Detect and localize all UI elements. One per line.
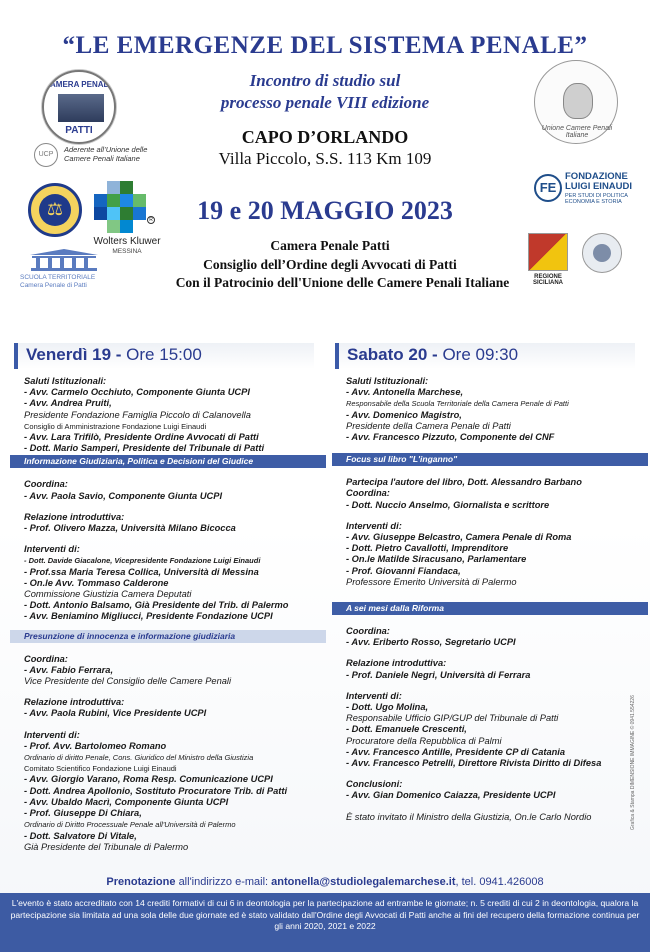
list-item: - Dott. Pietro Cavallotti, Imprenditore [346,543,509,554]
fe-monogram-icon: FE [534,174,562,202]
saturday-header [335,343,635,369]
list-item: - Prof. Giovanni Fiandaca, [346,565,461,576]
list-item: - Avv. Lara Trifilò, Presidente Ordine Avvocati di Patti [24,432,259,443]
scuola-territoriale-label: SCUOLA TERRITORIALE Camera Penale di Patti [20,274,96,289]
list-item: Commissione Giustizia Camera Deputati [24,589,192,600]
portrait-icon [563,83,593,119]
section-heading: Interventi di: [24,544,80,555]
list-item: - Avv. Giorgio Varano, Roma Resp. Comunicazione UCPI [24,774,273,785]
saturday-day: Sabato 20 - [347,345,438,364]
fondazione-piccolo-emblem-icon [582,233,622,273]
friday-program [24,376,324,853]
booking-text: all'indirizzo e-mail: [178,876,269,888]
section-heading: Relazione introduttiva: [24,697,125,708]
session-band: Presunzione di innocenza e informazione giudiziaria [10,630,326,643]
list-item: - Dott. Emanuele Crescenti, [346,724,467,735]
organizer-1: Camera Penale Patti [270,238,390,253]
section-heading: Relazione introduttiva: [24,511,125,522]
print-credit: Grafica & Stampa DIMENSIONE IMMAGINE © 0941.554226 [630,695,636,830]
list-item: Già Presidente del Tribunale di Palermo [24,841,189,852]
regione-siciliana-flag-icon [528,233,568,271]
list-item: Procuratore della Repubblica di Palmi [346,735,502,746]
session-band: Focus sul libro "L'inganno" [332,453,648,466]
list-item: - Dott. Antonio Balsamo, Già Presidente del Trib. di Palermo [24,600,289,611]
list-item: - Dott. Salvatore Di Vitale, [24,830,137,841]
section-heading: Interventi di: [346,690,402,701]
fondazione-einaudi-logo: FE FONDAZIONE LUIGI EINAUDI PER STUDI DI POLITICA ECONOMIA E STORIA [534,172,634,212]
list-item: - Dott. Andrea Apollonio, Sostituto Procuratore Trib. di Patti [24,785,288,796]
list-item: Responsabile Ufficio GIP/GUP del Tribunale di Patti [346,713,559,724]
list-item: Comitato Scientifico Fondazione Luigi Einaudi [24,764,177,774]
aderente-line-1: Aderente all’Unione delle [64,145,148,154]
list-item: - Avv. Ubaldo Macrì, Componente Giunta UCPI [24,796,229,807]
temple-icon [28,249,100,271]
booking-label: Prenotazione [106,876,176,888]
registered-icon: R [147,216,155,224]
list-item: - Dott. Nuccio Anselmo, Giornalista e scrittore [346,499,550,510]
list-item: - Avv. Carmelo Occhiuto, Componente Giunta UCPI [24,387,250,398]
list-item: Professore Emerito Università di Palermo [346,576,517,587]
ucpi-logo [534,60,618,144]
wolters-kluwer-label: Wolters Kluwer [93,236,161,247]
camera-penale-logo-top: CAMERA PENALE [44,80,114,89]
list-item: - Avv. Eriberto Rosso, Segretario UCPI [346,637,516,648]
ordine-avvocati-logo [28,183,82,237]
section-heading: Coordina: [346,488,390,499]
courthouse-icon [58,94,104,122]
wolters-kluwer-sub: MESSINA [112,248,142,255]
session-band: A sei mesi dalla Riforma [332,602,648,615]
list-item: - Avv. Francesco Antille, Presidente CP di Catania [346,746,566,757]
section-heading: Saluti Istituzionali: [24,376,107,386]
saturday-hour: Ore 09:30 [442,345,519,364]
event-dates: 19 e 20 MAGGIO 2023 [197,196,453,225]
list-item: - On.le Avv. Tommaso Calderone [24,577,169,588]
list-item: - Avv. Andrea Pruiti, [24,398,112,409]
section-heading: Saluti Istituzionali: [346,376,429,386]
list-item: - Avv. Paola Rubini, Vice Presidente UCPI [24,708,207,719]
list-item: Responsabile della Scuola Territoriale della Camera Penale di Patti [346,399,569,409]
credits-footer: L'evento è stato accreditato con 14 crediti formativi di cui 6 in deontologia per la partecipazione ad entrambe le giornate; n. 5 crediti di cui 2 in deontologia, qualora la partecipazione sia limitata ad una sola delle due giornate ed è stato validato dall'Ordine degli Avvocati di Patti anche ai fini del recupero della formazione continua per gli anni 2020, 2021 e 2022 [0,893,650,952]
ucpi-logo-ring: Unione Camere Penali Italiane [541,125,613,139]
list-item: - Dott. Mario Samperi, Presidente del Tribunale di Patti [24,443,265,454]
session-band: Informazione Giudiziaria, Politica e Decisioni del Giudice [10,455,326,468]
booking-email-link[interactable]: antonella@studiolegalemarchese.it [271,876,456,888]
list-item: - Dott. Ugo Molina, [346,702,429,713]
main-title: “LE EMERGENZE DEL SISTEMA PENALE” [62,32,588,59]
organizer-2: Consiglio dell’Ordine degli Avvocati di Patti [203,257,457,272]
list-item: - Avv. Giuseppe Belcastro, Camera Penale di Roma [346,532,572,543]
organizer-3: Con il Patrocinio dell'Unione delle Camere Penali Italiane [175,275,510,290]
camera-penale-logo-bottom: PATTI [65,125,93,136]
city: CAPO D’ORLANDO [241,127,409,147]
subtitle-line-2: processo penale VIII edizione [220,93,430,112]
list-item: - Avv. Francesco Petrelli, Direttore Rivista Diritto di Difesa [346,758,602,769]
list-item: - Prof. Giuseppe Di Chiara, [24,808,142,819]
friday-hour: Ore 15:00 [126,345,202,364]
booking-phone: , tel. 0941.426008 [455,876,544,888]
list-item: - Avv. Domenico Magistro, [346,409,462,420]
friday-day: Venerdì 19 - [26,345,122,364]
list-item: Partecipa l'autore del libro, Dott. Alessandro Barbano [346,477,582,488]
camera-penale-logo [42,70,116,144]
list-item: - Avv. Paola Savio, Componente Giunta UCPI [24,490,223,501]
list-item: - Avv. Fabio Ferrara, [24,664,114,675]
section-heading: Coordina: [346,626,390,637]
list-item: - Prof. Avv. Bartolomeo Romano [24,740,167,751]
invitation-note: È stato invitato il Ministro della Giustizia, On.le Carlo Nordio [346,811,592,822]
list-item: - Dott. Davide Giacalone, Vicepresidente Fondazione Luigi Einaudi [24,556,261,566]
list-item: Vice Presidente del Consiglio delle Camere Penali [24,676,232,687]
friday-header [14,343,314,369]
scales-icon: ⚖ [39,194,71,226]
list-item: - Avv. Beniamino Migliucci, Presidente Fondazione UCPI [24,611,273,622]
regione-siciliana-label: REGIONE SICILIANA [533,274,563,286]
venue: Villa Piccolo, S.S. 113 Km 109 [218,149,432,168]
list-item: - Prof. Daniele Negri, Università di Ferrara [346,669,531,680]
list-item: - Avv. Gian Domenico Caiazza, Presidente UCPI [346,790,556,801]
section-heading: Interventi di: [24,729,80,740]
section-heading: Conclusioni: [346,779,403,790]
list-item: - Avv. Francesco Pizzuto, Componente del CNF [346,432,555,443]
subtitle-line-1: Incontro di studio sul [249,71,401,90]
section-heading: Coordina: [24,479,68,490]
saturday-program [346,376,646,823]
section-heading: Coordina: [24,653,68,664]
list-item: Presidente della Camera Penale di Patti [346,420,511,431]
list-item: Presidente Fondazione Famiglia Piccolo di Calanovella [24,409,251,420]
list-item: Consiglio di Amministrazione Fondazione Luigi Einaudi [24,421,207,431]
wolters-kluwer-logo [94,181,146,233]
list-item: - Prof.ssa Maria Teresa Collica, Università di Messina [24,566,259,577]
list-item: - On.le Matilde Siracusano, Parlamentare [346,554,527,565]
section-heading: Relazione introduttiva: [346,658,447,669]
list-item: Ordinario di Diritto Processuale Penale all'Università di Palermo [24,820,236,830]
ucpi-mini-seal-icon: UCP [34,143,58,167]
booking-line [0,876,650,888]
list-item: Ordinario di diritto Penale, Cons. Giuridico del Ministro della Giustizia [24,753,254,763]
aderente-line-2: Camere Penali Italiane [64,154,140,163]
list-item: - Prof. Olivero Mazza, Università Milano Bicocca [24,523,236,534]
section-heading: Interventi di: [346,520,402,531]
list-item: - Avv. Antonella Marchese, [346,387,464,398]
